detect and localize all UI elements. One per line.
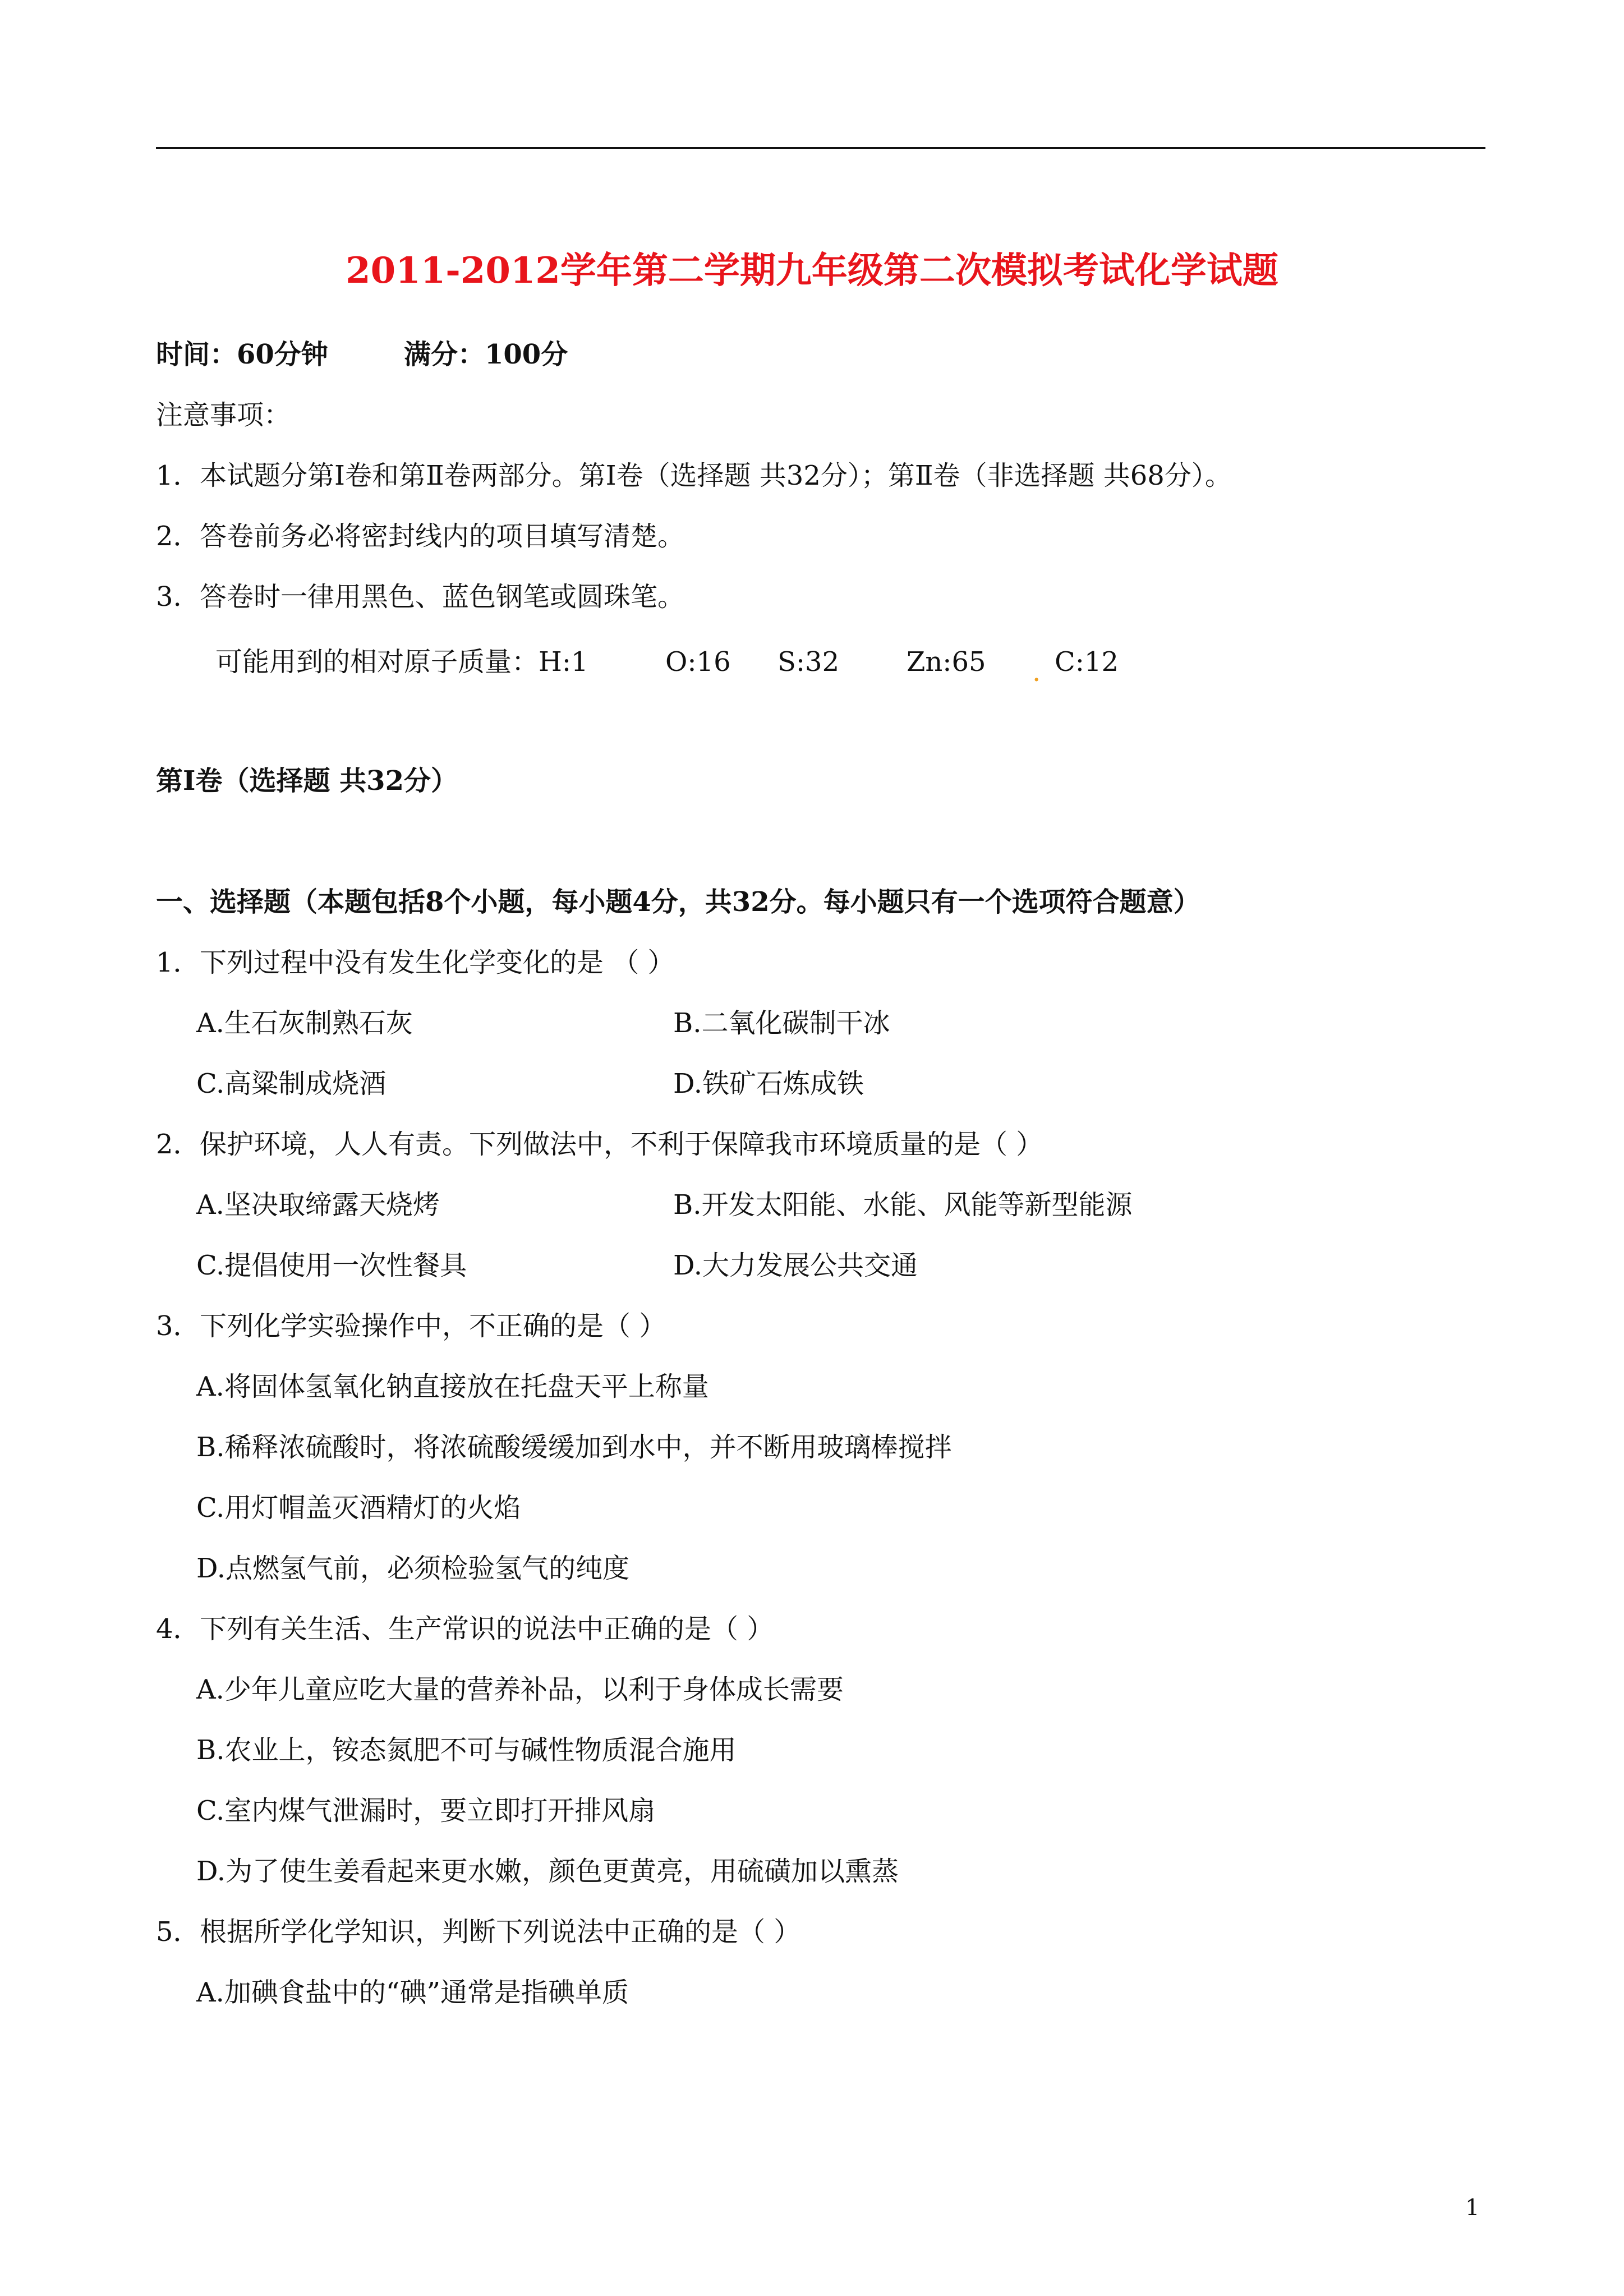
question-text: 根据所学化学知识，判断下列说法中正确的是（ ）	[200, 1916, 801, 1948]
option-b: B.稀释浓硫酸时，将浓硫酸缓缓加到水中，并不断用玻璃棒搅拌	[196, 1432, 952, 1463]
atomic-mass-s: S:32	[778, 646, 840, 678]
question-text: 保护环境，人人有责。下列做法中，不利于保障我市环境质量的是（ ）	[200, 1129, 1043, 1160]
option-c: C.室内煤气泄漏时，要立即打开排风扇	[196, 1795, 656, 1826]
notes-heading: 注意事项：	[156, 399, 291, 431]
question-text: 下列过程中没有发生化学变化的是 （ ）	[200, 947, 675, 978]
note-text: 答卷时一律用黑色、蓝色钢笔或圆珠笔。	[200, 581, 685, 613]
atomic-mass-o: O:16	[665, 646, 731, 678]
option-a: A.生石灰制熟石灰	[196, 1007, 413, 1039]
page-number: 1	[1465, 2195, 1480, 2221]
atomic-mass-h: H:1	[539, 646, 588, 678]
option-a: A.坚决取缔露天烧烤	[196, 1189, 440, 1221]
option-c: C.用灯帽盖灭酒精灯的火焰	[196, 1492, 521, 1524]
score-label: 满分：100分	[404, 339, 568, 370]
option-d: D.大力发展公共交通	[673, 1250, 918, 1281]
option-b: B.二氧化碳制干冰	[673, 1007, 890, 1039]
atomic-mass-label: 可能用到的相对原子质量：	[215, 646, 539, 678]
atomic-mass-zn: Zn:65	[907, 646, 986, 678]
option-d: D.点燃氢气前，必须检验氢气的纯度	[196, 1553, 630, 1584]
question-text: 下列有关生活、生产常识的说法中正确的是（ ）	[200, 1613, 774, 1645]
option-b: B.开发太阳能、水能、风能等新型能源	[673, 1189, 1133, 1221]
question-text: 下列化学实验操作中，不正确的是（ ）	[200, 1310, 666, 1342]
option-c: C.提倡使用一次性餐具	[196, 1250, 467, 1281]
option-a: A.加碘食盐中的“碘”通常是指碘单质	[196, 1977, 629, 2008]
option-a: A.少年儿童应吃大量的营养补品，以利于身体成长需要	[196, 1674, 844, 1705]
option-b: B.农业上，铵态氮肥不可与碱性物质混合施用	[196, 1734, 737, 1766]
question-number: 2．	[156, 1129, 200, 1160]
exam-title: 2011-2012学年第二学期九年级第二次模拟考试化学试题	[346, 250, 1278, 292]
section-heading: 一、选择题（本题包括8个小题，每小题4分，共32分。每小题只有一个选项符合题意）	[156, 886, 1200, 918]
question-number: 5．	[156, 1916, 200, 1948]
option-a: A.将固体氢氧化钠直接放在托盘天平上称量	[196, 1371, 709, 1402]
option-d: D.铁矿石炼成铁	[673, 1068, 864, 1099]
note-number: 3.	[156, 581, 182, 613]
header-rule	[156, 147, 1485, 149]
note-text: 答卷前务必将密封线内的项目填写清楚。	[200, 521, 685, 552]
note-number: 1．	[156, 460, 200, 491]
part1-heading: 第Ⅰ卷（选择题 共32分）	[156, 765, 458, 797]
question-number: 4．	[156, 1613, 200, 1645]
question-number: 1．	[156, 947, 200, 978]
time-label: 时间：60分钟	[156, 339, 328, 370]
option-c: C.高粱制成烧酒	[196, 1068, 387, 1099]
atomic-mass-c: C:12	[1055, 646, 1119, 678]
note-text: 本试题分第Ⅰ卷和第Ⅱ卷两部分。第Ⅰ卷（选择题 共32分）；第Ⅱ卷（非选择题 共68分）。	[200, 460, 1232, 491]
question-number: 3．	[156, 1310, 200, 1342]
orange-dot-mark: .	[1032, 656, 1041, 688]
option-d: D.为了使生姜看起来更水嫩，颜色更黄亮，用硫磺加以熏蒸	[196, 1856, 899, 1887]
note-number: 2．	[156, 521, 200, 552]
